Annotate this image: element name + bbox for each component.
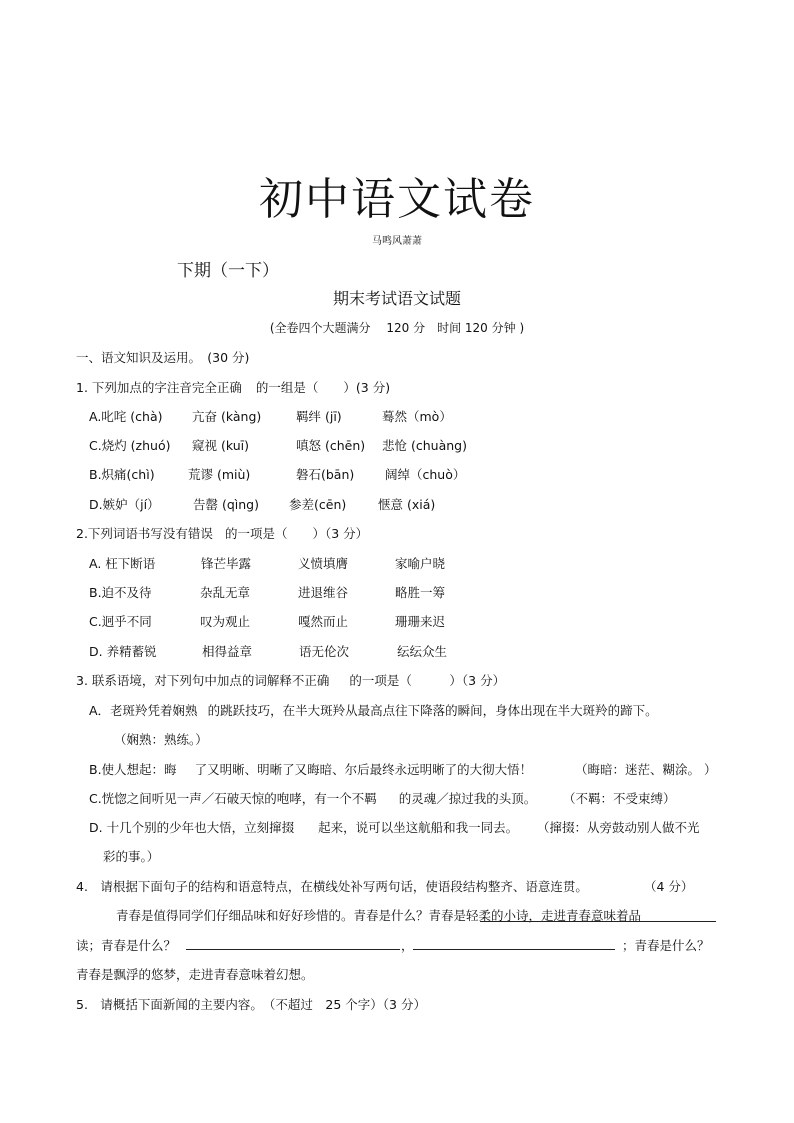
q1-option-d-4: 惬意 (xiá) bbox=[378, 497, 436, 512]
question-2-stem-part-b: 的一项是（ ）（3 分） bbox=[224, 526, 369, 541]
q1-option-a-3: 羁绊 (jī) bbox=[296, 409, 342, 424]
term-subtitle: 下期（一下） bbox=[177, 261, 279, 281]
q2-option-a-2: 锋芒毕露 bbox=[201, 556, 252, 571]
q3-option-a-part-2: 的跳跃技巧，在半大斑羚从最高点往下降落的瞬间，身体出现在半大斑羚的蹄下。 bbox=[207, 703, 658, 718]
q3-option-a-note: （娴熟：熟练。） bbox=[114, 732, 208, 747]
q2-option-b-3: 进退维谷 bbox=[298, 585, 349, 600]
q3-option-b-note: （晦暗：迷茫、糊涂。 ） bbox=[575, 762, 717, 777]
q3-option-b-part-2: 了又明晰、明晰了又晦暗、尔后最终永远明晰了的大彻大悟！ bbox=[194, 762, 533, 777]
q4-line-2-start: 读；青春是什么？ bbox=[76, 938, 177, 953]
question-4-score: （4 分） bbox=[644, 879, 694, 894]
q2-option-b-1: B.迫不及待 bbox=[89, 585, 152, 600]
question-1-stem-part-b: 的一组是（ ）(3 分) bbox=[255, 380, 391, 395]
q3-option-d-note: （撺掇：从旁鼓动别人做不光 bbox=[537, 820, 700, 835]
q3-option-b-part-1: B.使人想起：晦 bbox=[89, 762, 177, 777]
q4-answer-blank-1[interactable] bbox=[186, 949, 400, 950]
q1-option-d-3: 参差(cēn) bbox=[289, 497, 347, 512]
q3-option-c-note: （不羁：不受束缚） bbox=[563, 791, 676, 806]
question-4-stem: 4. 请根据下面句子的结构和语意特点，在横线处补写两句话，使语段结构整齐、语意连贯。 bbox=[76, 879, 588, 894]
q2-option-c-2: 叹为观止 bbox=[200, 614, 251, 629]
question-2-stem-part-a: 2.下列词语书写没有错误 bbox=[76, 526, 213, 541]
q3-option-d-part-2: 起来，说可以坐这航船和我一同去。 bbox=[318, 820, 519, 835]
q2-option-c-3: 嘎然而止 bbox=[298, 614, 349, 629]
question-3-stem bbox=[76, 671, 505, 689]
q2-option-d-3: 语无伦次 bbox=[299, 644, 350, 659]
q1-option-a-4: 蓦然（mò） bbox=[382, 409, 452, 424]
q4-line-2-end: ；青春是什么？ bbox=[622, 938, 710, 953]
q2-option-d-2: 相得益章 bbox=[202, 644, 253, 659]
q4-passage-line-3: 青春是飘浮的悠梦，走进青春意味着幻想。 bbox=[76, 967, 314, 982]
q1-option-a-2: 亢奋 (kàng) bbox=[192, 409, 262, 424]
q4-passage-line-2 bbox=[76, 936, 176, 954]
question-1-stem-part-a: 1. 下列加点的字注音完全正确 bbox=[76, 380, 242, 395]
exam-subtitle: 期末考试语文试题 bbox=[332, 289, 461, 308]
q3-option-b bbox=[89, 760, 532, 778]
question-3-stem-part-b: 的一项是（ ）（3 分） bbox=[349, 673, 506, 688]
q4-line-2-comma: ， bbox=[401, 938, 414, 953]
q3-option-d bbox=[89, 818, 518, 836]
q1-option-b-3: 磐石(bān) bbox=[296, 467, 355, 482]
q1-option-d-1: D.嫉妒（jí） bbox=[89, 497, 160, 512]
q3-option-c-part-2: 的灵魂／掠过我的头顶。 bbox=[398, 791, 537, 806]
section-1-heading: 一、语文知识及运用。 (30 分) bbox=[76, 350, 250, 365]
q2-option-d-1: D. 养精蓄锐 bbox=[89, 644, 157, 659]
q1-option-b-2: 荒谬 (miù) bbox=[188, 467, 251, 482]
q2-option-b-4: 略胜一筹 bbox=[395, 585, 446, 600]
q1-option-c-4: 悲怆 (chuàng) bbox=[382, 438, 467, 453]
q4-underline bbox=[480, 921, 716, 922]
q1-option-c-1: C.烧灼 (zhuó) bbox=[89, 438, 171, 453]
q1-option-c-3: 嗔怒 (chēn) bbox=[296, 438, 366, 453]
q2-option-c-4: 珊珊来迟 bbox=[395, 614, 446, 629]
q3-option-a bbox=[89, 701, 658, 719]
q3-option-c bbox=[89, 789, 536, 807]
q3-option-d-note-continued: 彩的事。） bbox=[103, 849, 160, 864]
q2-option-a-3: 义愤填膺 bbox=[298, 556, 349, 571]
question-5-stem: 5. 请概括下面新闻的主要内容。 （不超过 25 个字）（3 分） bbox=[76, 997, 426, 1012]
q1-option-c-2: 窥视 (kuī) bbox=[192, 438, 249, 453]
q2-option-b-2: 杂乱无章 bbox=[200, 585, 251, 600]
exam-info: (全卷四个大题满分 120 分 时间 120 分钟 ) bbox=[269, 321, 525, 335]
q2-option-a-4: 家喻户晓 bbox=[395, 556, 446, 571]
q2-option-c-1: C.迥乎不同 bbox=[89, 614, 152, 629]
q1-option-d-2: 告罄 (qìng) bbox=[193, 497, 259, 512]
q3-option-a-part-1: A．老斑羚凭着娴熟 bbox=[89, 703, 198, 718]
q4-answer-blank-2[interactable] bbox=[413, 949, 615, 950]
q3-option-d-part-1: D. 十几个别的少年也大悟，立刻撺掇 bbox=[89, 820, 295, 835]
q1-option-b-1: B.炽痛(chì) bbox=[89, 467, 155, 482]
q2-option-d-4: 纭纭众生 bbox=[397, 644, 448, 659]
q3-option-c-part-1: C.恍惚之间听见一声／石破天惊的咆哮，有一个不羁 bbox=[89, 791, 377, 806]
q4-passage-line-1: 青春是值得同学们仔细品味和好好珍惜的。青春是什么？青春是轻柔的小诗，走进青春意味着品 bbox=[116, 908, 642, 923]
question-2-stem bbox=[76, 524, 368, 542]
question-1-stem bbox=[76, 378, 390, 396]
q2-option-a-1: A. 枉下断语 bbox=[89, 556, 156, 571]
document-title: 初中语文试卷 bbox=[259, 174, 535, 225]
q1-option-b-4: 阔绰（chuò） bbox=[385, 467, 466, 482]
q1-option-a-1: A.叱咤 (chà) bbox=[89, 409, 163, 424]
question-3-stem-part-a: 3. 联系语境，对下列句中加点的词解释不正确 bbox=[76, 673, 330, 688]
author-line: 马鸣风萧萧 bbox=[372, 236, 422, 247]
